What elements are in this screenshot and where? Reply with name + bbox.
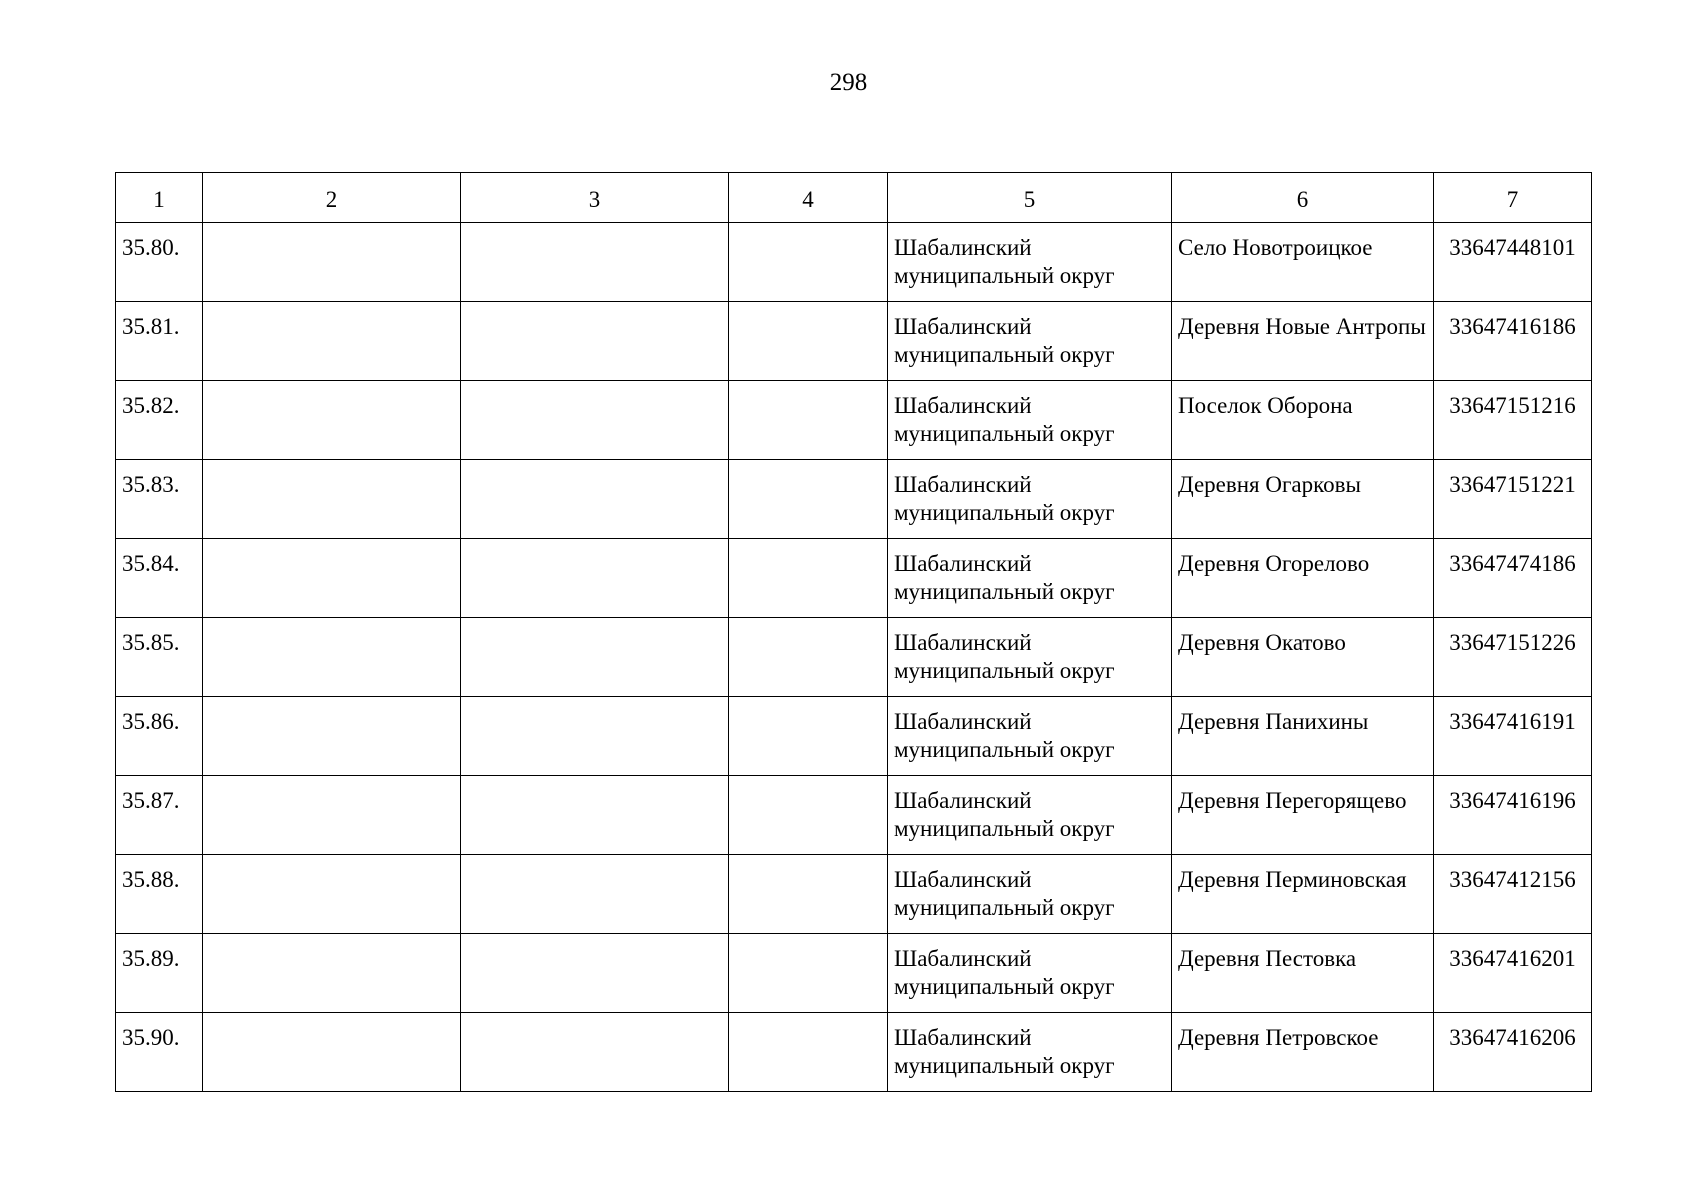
district-name-line-2: муниципальный округ	[894, 657, 1115, 683]
oktmo-code-cell: 33647151221	[1434, 460, 1592, 539]
empty-cell-3	[461, 934, 729, 1013]
district-cell	[888, 539, 1172, 618]
district-cell	[888, 302, 1172, 381]
empty-cell-4	[729, 618, 888, 697]
row-number-cell: 35.86.	[116, 697, 203, 776]
empty-cell-2	[203, 776, 461, 855]
oktmo-code-cell: 33647416191	[1434, 697, 1592, 776]
district-name-line-1: Шабалинский	[894, 314, 1032, 339]
district-name-line-2: муниципальный округ	[894, 262, 1115, 288]
oktmo-code-cell: 33647151216	[1434, 381, 1592, 460]
district-cell	[888, 1013, 1172, 1092]
table-row	[116, 697, 1592, 776]
settlement-cell: Деревня Новые Антропы	[1172, 302, 1434, 381]
empty-cell-4	[729, 776, 888, 855]
row-number-cell: 35.88.	[116, 855, 203, 934]
empty-cell-3	[461, 302, 729, 381]
district-cell	[888, 618, 1172, 697]
empty-cell-2	[203, 934, 461, 1013]
district-name-line-2: муниципальный округ	[894, 420, 1115, 446]
district-cell	[888, 381, 1172, 460]
empty-cell-4	[729, 539, 888, 618]
row-number-cell: 35.81.	[116, 302, 203, 381]
district-name-line-2: муниципальный округ	[894, 341, 1115, 367]
table-row	[116, 1013, 1592, 1092]
district-name-line-1: Шабалинский	[894, 788, 1032, 813]
header-row	[116, 173, 1592, 223]
settlement-cell: Деревня Перегорящево	[1172, 776, 1434, 855]
empty-cell-3	[461, 223, 729, 302]
header-cell-2: 2	[203, 173, 461, 223]
header-cell-1: 1	[116, 173, 203, 223]
oktmo-code-cell: 33647416196	[1434, 776, 1592, 855]
empty-cell-4	[729, 855, 888, 934]
header-cell-3: 3	[461, 173, 729, 223]
settlement-cell: Деревня Перминовская	[1172, 855, 1434, 934]
empty-cell-4	[729, 934, 888, 1013]
row-number-cell: 35.80.	[116, 223, 203, 302]
empty-cell-2	[203, 618, 461, 697]
table-row	[116, 223, 1592, 302]
district-cell	[888, 776, 1172, 855]
district-name-line-2: муниципальный округ	[894, 973, 1115, 999]
settlement-cell: Село Новотроицкое	[1172, 223, 1434, 302]
empty-cell-3	[461, 1013, 729, 1092]
district-name-line-2: муниципальный округ	[894, 1052, 1115, 1078]
oktmo-code-cell: 33647416206	[1434, 1013, 1592, 1092]
table-row	[116, 618, 1592, 697]
district-name-line-1: Шабалинский	[894, 235, 1032, 260]
district-name-line-2: муниципальный округ	[894, 736, 1115, 762]
empty-cell-3	[461, 776, 729, 855]
district-name-line-1: Шабалинский	[894, 393, 1032, 418]
district-name-line-1: Шабалинский	[894, 630, 1032, 655]
oktmo-code-cell: 33647474186	[1434, 539, 1592, 618]
district-cell	[888, 855, 1172, 934]
row-number-cell: 35.85.	[116, 618, 203, 697]
row-number-cell: 35.82.	[116, 381, 203, 460]
header-cell-6: 6	[1172, 173, 1434, 223]
district-name-line-2: муниципальный округ	[894, 894, 1115, 920]
district-name-line-1: Шабалинский	[894, 551, 1032, 576]
district-cell	[888, 697, 1172, 776]
district-name-line-2: муниципальный округ	[894, 499, 1115, 525]
oktmo-code-cell: 33647151226	[1434, 618, 1592, 697]
table-row	[116, 776, 1592, 855]
empty-cell-4	[729, 223, 888, 302]
empty-cell-4	[729, 697, 888, 776]
empty-cell-3	[461, 697, 729, 776]
district-cell	[888, 223, 1172, 302]
district-cell	[888, 934, 1172, 1013]
settlement-cell: Деревня Огарковы	[1172, 460, 1434, 539]
district-name-line-1: Шабалинский	[894, 867, 1032, 892]
empty-cell-2	[203, 697, 461, 776]
row-number-cell: 35.84.	[116, 539, 203, 618]
settlement-cell: Деревня Окатово	[1172, 618, 1434, 697]
district-name-line-1: Шабалинский	[894, 709, 1032, 734]
settlement-cell: Деревня Огорелово	[1172, 539, 1434, 618]
oktmo-code-cell: 33647412156	[1434, 855, 1592, 934]
empty-cell-2	[203, 855, 461, 934]
oktmo-code-cell: 33647448101	[1434, 223, 1592, 302]
table-row	[116, 855, 1592, 934]
empty-cell-2	[203, 302, 461, 381]
empty-cell-4	[729, 460, 888, 539]
empty-cell-3	[461, 460, 729, 539]
table-row	[116, 934, 1592, 1013]
row-number-cell: 35.87.	[116, 776, 203, 855]
row-number-cell: 35.90.	[116, 1013, 203, 1092]
oktmo-code-cell: 33647416186	[1434, 302, 1592, 381]
settlement-cell: Поселок Оборона	[1172, 381, 1434, 460]
settlement-cell: Деревня Петровское	[1172, 1013, 1434, 1092]
district-name-line-1: Шабалинский	[894, 1025, 1032, 1050]
district-name-line-1: Шабалинский	[894, 946, 1032, 971]
empty-cell-4	[729, 381, 888, 460]
empty-cell-4	[729, 302, 888, 381]
table-row	[116, 381, 1592, 460]
empty-cell-3	[461, 855, 729, 934]
empty-cell-2	[203, 381, 461, 460]
header-cell-7: 7	[1434, 173, 1592, 223]
empty-cell-2	[203, 223, 461, 302]
district-cell	[888, 460, 1172, 539]
header-cell-5: 5	[888, 173, 1172, 223]
table-row	[116, 539, 1592, 618]
empty-cell-3	[461, 539, 729, 618]
empty-cell-2	[203, 1013, 461, 1092]
empty-cell-4	[729, 1013, 888, 1092]
page-number: 298	[829, 69, 868, 96]
empty-cell-2	[203, 539, 461, 618]
row-number-cell: 35.83.	[116, 460, 203, 539]
settlements-table	[115, 172, 1592, 1092]
table-row	[116, 460, 1592, 539]
table-row	[116, 302, 1592, 381]
empty-cell-3	[461, 618, 729, 697]
row-number-cell: 35.89.	[116, 934, 203, 1013]
settlement-cell: Деревня Панихины	[1172, 697, 1434, 776]
district-name-line-2: муниципальный округ	[894, 578, 1115, 604]
settlement-cell: Деревня Пестовка	[1172, 934, 1434, 1013]
district-name-line-2: муниципальный округ	[894, 815, 1115, 841]
district-name-line-1: Шабалинский	[894, 472, 1032, 497]
empty-cell-2	[203, 460, 461, 539]
empty-cell-3	[461, 381, 729, 460]
oktmo-code-cell: 33647416201	[1434, 934, 1592, 1013]
header-cell-4: 4	[729, 173, 888, 223]
table-body	[116, 173, 1592, 1092]
